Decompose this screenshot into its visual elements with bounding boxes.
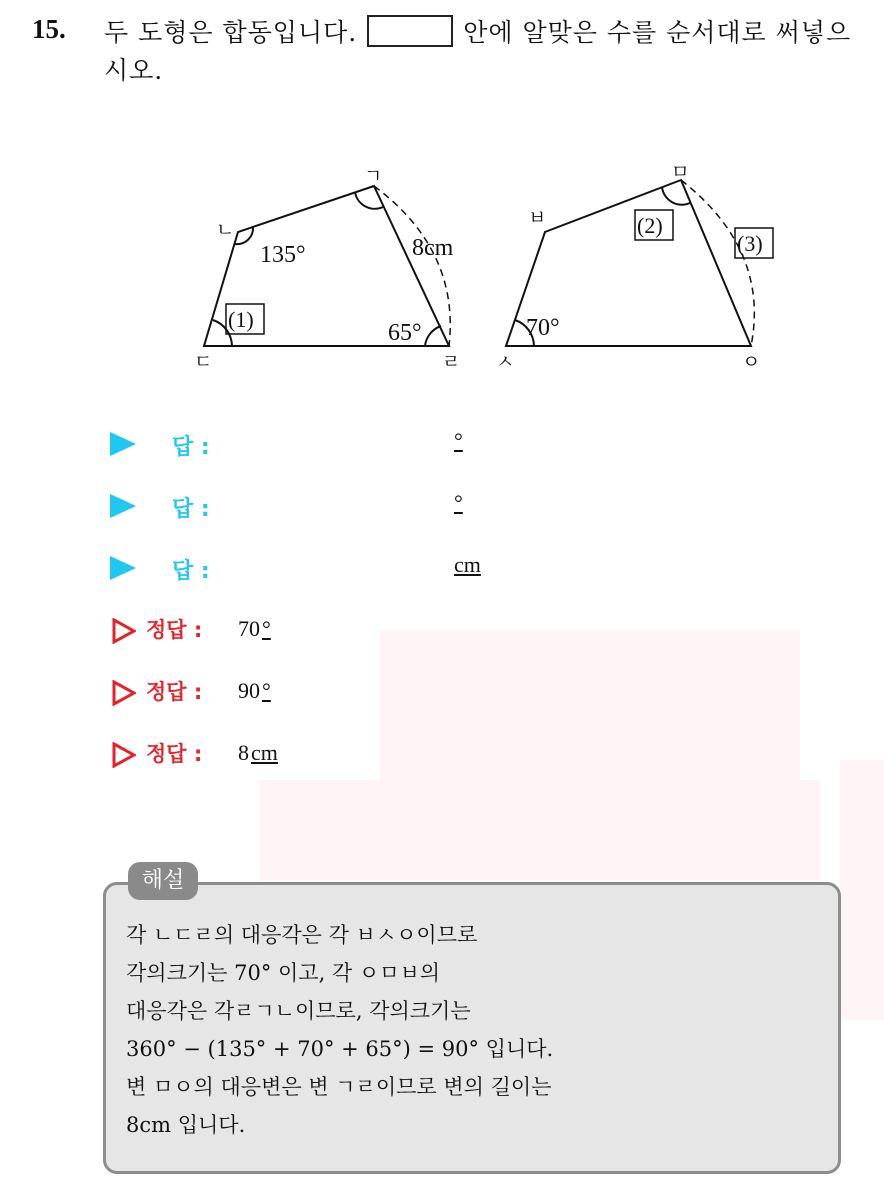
answer-unit: cm <box>454 552 481 577</box>
angle-r-label: 65° <box>388 320 422 346</box>
vertex-m: ㅁ <box>671 161 690 183</box>
blank-3-label: (3) <box>737 231 763 256</box>
watermark-block <box>840 760 884 1020</box>
side-gr-label: 8cm <box>412 235 454 261</box>
play-arrow-icon <box>110 494 136 518</box>
vertex-d: ㄷ <box>194 351 213 373</box>
explanation-line: 360° − (135° + 70° + 65°) = 90° 입니다. <box>126 1037 554 1061</box>
answer-row-3[interactable] <box>110 552 610 592</box>
explanation-line: 대응각은 각ㄹㄱㄴ이므로, 각의크기는 <box>126 999 471 1023</box>
explanation-line: 8cm 입니다. <box>126 1113 246 1137</box>
answer-unit: ° <box>454 490 463 515</box>
key-row-1 <box>110 612 610 652</box>
explanation-line: 각의크기는 70° 이고, 각 ㅇㅁㅂ의 <box>126 961 441 985</box>
key-label: 정답 : <box>146 680 203 704</box>
vertex-g: ㄱ <box>364 165 383 187</box>
watermark-block <box>260 780 820 880</box>
explanation-title: 해설 <box>128 862 198 900</box>
vertex-n: ㄴ <box>216 219 235 241</box>
answer-label: 답 : <box>172 497 210 522</box>
answer-row-1[interactable] <box>110 428 610 468</box>
answer-label: 답 : <box>172 559 210 584</box>
key-row-2 <box>110 674 610 714</box>
blank-box <box>367 15 453 47</box>
blank-2-label: (2) <box>637 213 663 238</box>
blank-1-label: (1) <box>228 307 254 332</box>
answer-row-2[interactable] <box>110 490 610 530</box>
vertex-r: ㄹ <box>442 351 461 373</box>
play-arrow-icon <box>110 432 136 456</box>
explanation-text <box>126 916 826 1144</box>
key-value: 8cm <box>238 740 278 765</box>
answer-label: 답 : <box>172 435 210 460</box>
answer-unit: ° <box>454 428 463 453</box>
key-value: 70° <box>238 616 271 641</box>
play-arrow-icon <box>110 556 136 580</box>
outline-triangle-icon <box>112 618 136 644</box>
question-text-after: 안에 알맞은 수를 순서대로 써넣으시오. <box>104 18 852 85</box>
angle-s-label: 70° <box>526 315 560 341</box>
key-label: 정답 : <box>146 742 203 766</box>
question-number: 15. <box>32 14 66 44</box>
question-text-before: 두 도형은 합동입니다. <box>104 18 358 47</box>
vertex-b: ㅂ <box>528 207 547 229</box>
explanation-line: 변 ㅁㅇ의 대응변은 변 ㄱㄹ이므로 변의 길이는 <box>126 1075 552 1099</box>
outline-triangle-icon <box>112 680 136 706</box>
explanation-line: 각 ㄴㄷㄹ의 대응각은 각 ㅂㅅㅇ이므로 <box>126 923 478 947</box>
key-value: 90° <box>238 678 271 703</box>
key-label: 정답 : <box>146 618 203 642</box>
question-text <box>104 14 864 90</box>
angle-n-label: 135° <box>260 242 306 268</box>
key-row-3 <box>110 736 610 776</box>
angle-arc-r <box>425 326 441 346</box>
congruent-quadrilaterals-figure <box>0 140 884 390</box>
vertex-s: ㅅ <box>496 351 515 373</box>
outline-triangle-icon <box>112 742 136 768</box>
vertex-o: ㅇ <box>742 351 761 373</box>
